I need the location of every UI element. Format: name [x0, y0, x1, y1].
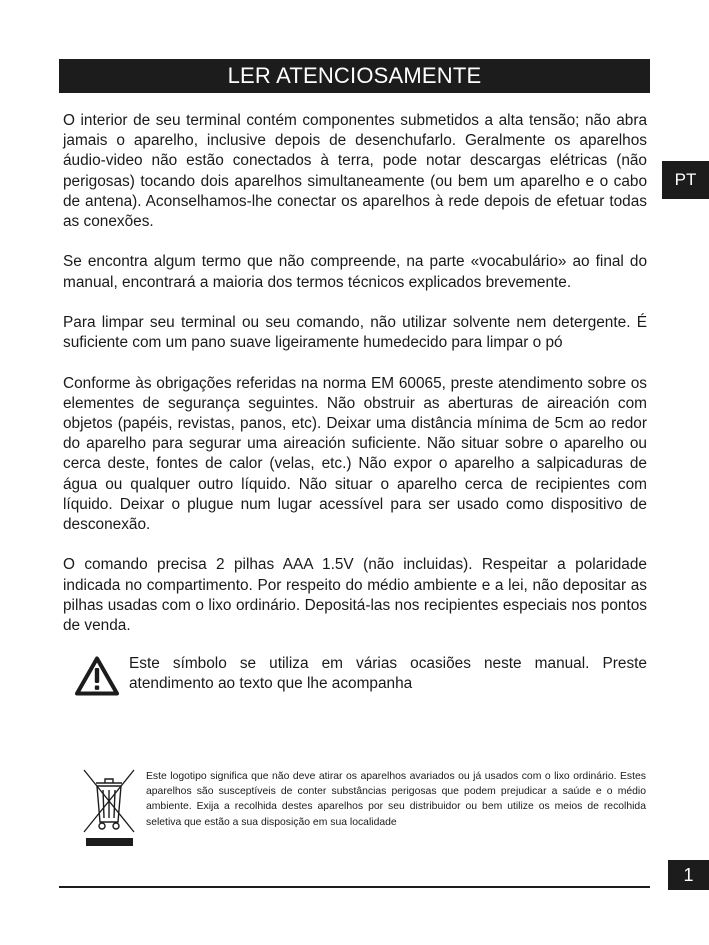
- warning-text: Este símbolo se utiliza em várias ocasiões neste manual. Preste atendimento ao texto que lhe acompanha: [129, 655, 647, 693]
- weee-text: Este logotipo significa que não deve atirar os aparelhos avariados ou já usados com o lixo ordinário. Estes aparelhos são susceptíveis de conter substâncias perigosas que podem prejudicar a saúde e o médio ambiente. Exija a recolhida destes aparelhos por seu distribuidor ou bem utilize os meios de recolhida seletiva que estão a sua disposição em sua localidade: [146, 771, 646, 828]
- paragraph-batteries: O comando precisa 2 pilhas AAA 1.5V (não incluidas). Respeitar a polaridade indicada no compartimento. Por respeito do médio ambiente e a lei, não depositar as pilhas usadas com o lixo ordinário. Depositá-las nos recipientes especiais nos pontos de venda.: [63, 556, 647, 635]
- body-text: [63, 111, 647, 656]
- weee-notice: [82, 768, 647, 850]
- warning-triangle-icon: [74, 655, 120, 697]
- paragraph-safety: Conforme às obrigações referidas na norma EM 60065, preste atendimento sobre os elementes de segurança seguintes. Não obstruir as aberturas de aireación com objetos (papéis, revistas, panos, etc). Deixar uma distância mínima de 5cm ao redor do aparelho para segurar uma aireación suficiente. Não situar sobre o aparelho ou cerca deste, fontes de calor (velas, etc.) Não expor o aparelho a salpicaduras de água ou qualquer outro líquido. Não situar o aparelho cerca de recipientes com líquido. Deixar o plugue num lugar acessível para ser usado como dispositivo de desconexão.: [63, 374, 647, 534]
- page-title: LER ATENCIOSAMENTE: [59, 59, 650, 93]
- language-tab: PT: [662, 161, 709, 199]
- paragraph-high-voltage: O interior de seu terminal contém componentes submetidos a alta tensão; não abra jamais o aparelho, inclusive depois de desenchufarlo. Geralmente os aparelhos áudio-video não estão conectados à terra, pode notar descargas elétricas (não perigosas) tocando dois aparelhos simultaneamente (ou bem um aparelho e o cabo de antena). Aconselhamos-lhe conectar os aparelhos à rede depois de efetuar todas as conexões.: [63, 112, 647, 231]
- footer-divider: [59, 886, 650, 888]
- paragraph-cleaning: Para limpar seu terminal ou seu comando, não utilizar solvente nem detergente. É suficiente com um pano suave ligeiramente humedecido para limpar o pó: [63, 314, 647, 352]
- crossed-out-bin-icon: [82, 768, 136, 848]
- page-number: 1: [668, 860, 709, 890]
- warning-note: [70, 653, 647, 703]
- paragraph-vocabulary: Se encontra algum termo que não compreende, na parte «vocabulário» ao final do manual, encontrará a maioria dos termos técnicos explicados brevemente.: [63, 253, 647, 291]
